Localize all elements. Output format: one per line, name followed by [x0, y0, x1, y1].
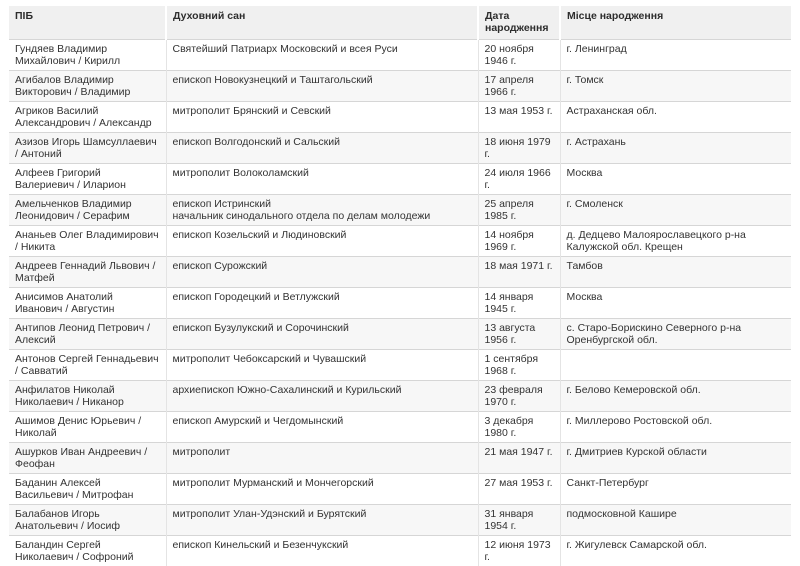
cell-name: Баданин Алексей Васильевич / Митрофан [9, 474, 166, 505]
cell-birth-place: с. Старо-Борискино Северного р-на Оренбургской обл. [560, 319, 791, 350]
rank-line: митрополит Мурманский и Мончегорский [173, 477, 472, 489]
cell-birth-date: 24 июля 1966 г. [478, 164, 560, 195]
cell-birth-date: 18 июня 1979 г. [478, 133, 560, 164]
cell-birth-place: Москва [560, 288, 791, 319]
rank-line: епископ Новокузнецкий и Таштагольский [173, 74, 472, 86]
cell-name: Агибалов Владимир Викторович / Владимир [9, 71, 166, 102]
cell-birth-date: 21 мая 1947 г. [478, 443, 560, 474]
table-row [9, 40, 791, 71]
cell-name: Амельченков Владимир Леонидович / Серафим [9, 195, 166, 226]
cell-birth-date: 14 января 1945 г. [478, 288, 560, 319]
cell-birth-place: г. Астрахань [560, 133, 791, 164]
table-row [9, 443, 791, 474]
cell-birth-date: 18 мая 1971 г. [478, 257, 560, 288]
rank-line: митрополит Улан-Удэнский и Бурятский [173, 508, 472, 520]
rank-line: архиепископ Южно-Сахалинский и Курильский [173, 384, 472, 396]
cell-birth-place: Москва [560, 164, 791, 195]
table-row [9, 164, 791, 195]
table-row [9, 71, 791, 102]
cell-birth-place: г. Дмитриев Курской области [560, 443, 791, 474]
cell-name: Антонов Сергей Геннадьевич / Савватий [9, 350, 166, 381]
cell-birth-date: 13 мая 1953 г. [478, 102, 560, 133]
table-header-row [9, 6, 791, 40]
table-row [9, 505, 791, 536]
table-row [9, 133, 791, 164]
cell-birth-place: Тамбов [560, 257, 791, 288]
cell-rank [166, 474, 478, 505]
cell-birth-place: г. Миллерово Ростовской обл. [560, 412, 791, 443]
rank-line: епископ Сурожский [173, 260, 472, 272]
cell-rank [166, 226, 478, 257]
cell-rank [166, 319, 478, 350]
rank-line: епископ Волгодонский и Сальский [173, 136, 472, 148]
cell-birth-place: г. Смоленск [560, 195, 791, 226]
cell-rank [166, 71, 478, 102]
cell-rank [166, 536, 478, 566]
cell-name: Гундяев Владимир Михайлович / Кирилл [9, 40, 166, 71]
rank-line: епископ Козельский и Людиновский [173, 229, 472, 241]
cell-birth-place [560, 350, 791, 381]
cell-birth-date: 25 апреля 1985 г. [478, 195, 560, 226]
cell-rank [166, 381, 478, 412]
cell-birth-date: 13 августа 1956 г. [478, 319, 560, 350]
clergy-table [9, 6, 791, 566]
rank-line: епископ Бузулукский и Сорочинский [173, 322, 472, 334]
cell-birth-date: 31 января 1954 г. [478, 505, 560, 536]
table-row [9, 226, 791, 257]
cell-rank [166, 443, 478, 474]
cell-birth-place: Санкт-Петербург [560, 474, 791, 505]
cell-name: Ашурков Иван Андреевич / Феофан [9, 443, 166, 474]
cell-rank [166, 195, 478, 226]
rank-line: митрополит [173, 446, 472, 458]
cell-rank [166, 288, 478, 319]
table-row [9, 102, 791, 133]
table-row [9, 381, 791, 412]
cell-birth-place: г. Томск [560, 71, 791, 102]
cell-birth-place: г. Белово Кемеровской обл. [560, 381, 791, 412]
cell-birth-date: 27 мая 1953 г. [478, 474, 560, 505]
table-row [9, 257, 791, 288]
cell-rank [166, 164, 478, 195]
cell-birth-date: 12 июня 1973 г. [478, 536, 560, 566]
cell-birth-place: г. Ленинград [560, 40, 791, 71]
cell-birth-date: 20 ноября 1946 г. [478, 40, 560, 71]
cell-rank [166, 257, 478, 288]
rank-line: епископ Кинельский и Безенчукский [173, 539, 472, 551]
cell-birth-date: 23 февраля 1970 г. [478, 381, 560, 412]
cell-birth-place: г. Жигулевск Самарской обл. [560, 536, 791, 566]
header-birth-date: Дата народження [478, 6, 560, 40]
table-row [9, 319, 791, 350]
table-row [9, 288, 791, 319]
cell-name: Ананьев Олег Владимирович / Никита [9, 226, 166, 257]
table-body [9, 40, 791, 566]
cell-rank [166, 505, 478, 536]
clergy-table-container [9, 6, 791, 566]
header-rank: Духовний сан [166, 6, 478, 40]
rank-line: епископ Городецкий и Ветлужский [173, 291, 472, 303]
table-row [9, 536, 791, 566]
cell-birth-place: д. Дедцево Малоярославецкого р-на Калужской обл. Крещен [560, 226, 791, 257]
cell-birth-place: подмосковной Кашире [560, 505, 791, 536]
rank-line: митрополит Волоколамский [173, 167, 472, 179]
cell-name: Азизов Игорь Шамсуллаевич / Антоний [9, 133, 166, 164]
rank-line: митрополит Брянский и Севский [173, 105, 472, 117]
cell-birth-date: 1 сентября 1968 г. [478, 350, 560, 381]
cell-name: Агриков Василий Александрович / Александр [9, 102, 166, 133]
cell-name: Антипов Леонид Петрович / Алексий [9, 319, 166, 350]
cell-name: Алфеев Григорий Валериевич / Иларион [9, 164, 166, 195]
rank-line: митрополит Чебоксарский и Чувашский [173, 353, 472, 365]
cell-birth-date: 17 апреля 1966 г. [478, 71, 560, 102]
cell-name: Анисимов Анатолий Иванович / Августин [9, 288, 166, 319]
table-row [9, 195, 791, 226]
cell-name: Ашимов Денис Юрьевич / Николай [9, 412, 166, 443]
cell-rank [166, 133, 478, 164]
cell-birth-date: 3 декабря 1980 г. [478, 412, 560, 443]
rank-line: епископ Амурский и Чегдомынский [173, 415, 472, 427]
cell-name: Андреев Геннадий Львович / Матфей [9, 257, 166, 288]
header-name: ПІБ [9, 6, 166, 40]
cell-rank [166, 40, 478, 71]
header-birth-place: Місце народження [560, 6, 791, 40]
cell-birth-date: 14 ноября 1969 г. [478, 226, 560, 257]
cell-name: Анфилатов Николай Николаевич / Никанор [9, 381, 166, 412]
rank-line: Святейший Патриарх Московский и всея Руси [173, 43, 472, 55]
rank-line: епископ Истринский [173, 198, 472, 210]
cell-rank [166, 412, 478, 443]
table-row [9, 474, 791, 505]
table-row [9, 350, 791, 381]
table-row [9, 412, 791, 443]
rank-line-secondary: начальник синодального отдела по делам молодежи [173, 210, 472, 222]
cell-name: Баландин Сергей Николаевич / Софроний [9, 536, 166, 566]
cell-rank [166, 102, 478, 133]
cell-name: Балабанов Игорь Анатольевич / Иосиф [9, 505, 166, 536]
cell-birth-place: Астраханская обл. [560, 102, 791, 133]
cell-rank [166, 350, 478, 381]
